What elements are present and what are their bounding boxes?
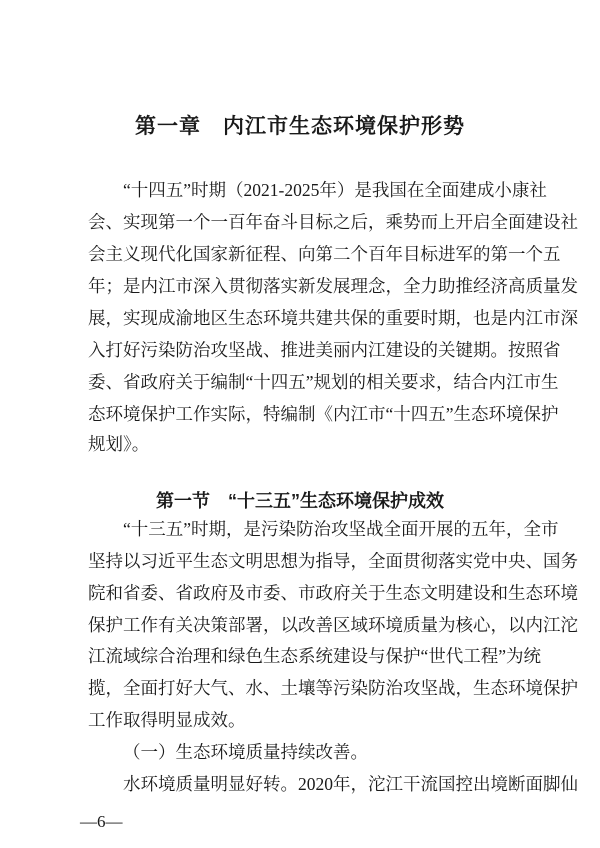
paragraph-line: 坚持以习近平生态文明思想为指导，全面贯彻落实党中央、国务: [88, 551, 578, 571]
paragraph-line: 年；是内江市深入贯彻落实新发展理念，全力助推经济高质量发: [88, 276, 578, 296]
paragraph-line: 院和省委、省政府及市委、市政府关于生态文明建设和生态环境: [88, 583, 578, 603]
paragraph-line: 江流域综合治理和绿色生态系统建设与保护“世代工程”为统: [88, 646, 542, 666]
paragraph-line: “十三五”时期，是污染防治攻坚战全面开展的五年，全市: [123, 519, 559, 539]
chapter-title: 第一章 内江市生态环境保护形势: [135, 114, 465, 138]
paragraph-line: 委、省政府关于编制“十四五”规划的相关要求，结合内江市生: [88, 372, 559, 392]
paragraph-line: 保护工作有关决策部署，以改善区域环境质量为核心，以内江沱: [88, 615, 578, 635]
paragraph-line: 揽，全面打好大气、水、土壤等污染防治攻坚战，生态环境保护: [88, 678, 578, 698]
paragraph-line: 会、实现第一个一百年奋斗目标之后，乘势而上开启全面建设社: [88, 212, 578, 232]
paragraph-line: 规划》。: [88, 434, 150, 454]
paragraph-line: 工作取得明显成效。: [88, 710, 246, 730]
paragraph-line: 展，实现成渝地区生态环境共建共保的重要时期，也是内江市深: [88, 308, 578, 328]
paragraph-line: 水环境质量明显好转。2020年，沱江干流国控出境断面脚仙: [123, 774, 578, 794]
subheading: （一）生态环境质量持续改善。: [123, 742, 368, 762]
paragraph-line: 态环境保护工作实际，特编制《内江市“十四五”生态环境保护: [88, 404, 559, 424]
page-number: —6—: [80, 812, 123, 831]
paragraph-line: “十四五”时期（2021-2025年）是我国在全面建成小康社: [123, 180, 547, 200]
section-title: 第一节 “十三五”生态环境保护成效: [156, 491, 444, 511]
paragraph-line: 会主义现代化国家新征程、向第二个百年目标进军的第一个五: [88, 244, 561, 264]
paragraph-line: 入打好污染防治攻坚战、推进美丽内江建设的关键期。按照省: [88, 340, 561, 360]
